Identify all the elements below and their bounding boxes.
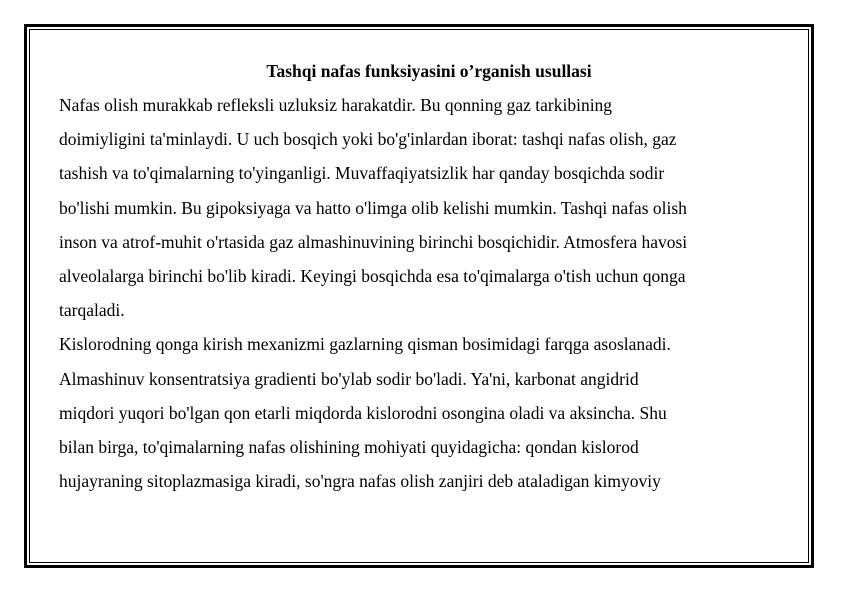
text-line: alveolalarga birinchi bo'lib kiradi. Keyingi bosqichda esa to'qimalarga o'tish uchun qonga bbox=[59, 266, 686, 287]
paragraph-1 bbox=[59, 88, 799, 327]
text-line: Almashinuv konsentratsiya gradienti bo'ylab sodir bo'ladi. Ya'ni, karbonat angidrid bbox=[59, 368, 639, 389]
text-line: Nafas olish murakkab refleksli uzluksiz harakatdir. Bu qonning gaz tarkibining bbox=[59, 95, 613, 115]
document-body bbox=[59, 60, 799, 498]
document-title: Tashqi nafas funksiyasini o’rganish usullasi bbox=[266, 61, 592, 81]
text-line: bo'lishi mumkin. Bu gipoksiyaga va hatto o'limga olib kelishi mumkin. Tashqi nafas olish bbox=[59, 197, 687, 218]
text-line: inson va atrof-muhit o'rtasida gaz almashinuvining birinchi bosqichidir. Atmosfera havosi bbox=[59, 231, 688, 252]
page-border bbox=[24, 24, 814, 568]
text-line: doimiyligini ta'minlaydi. U uch bosqich yoki bo'g'inlardan iborat: tashqi nafas olish, gaz bbox=[59, 129, 677, 150]
text-line: Kislorodning qonga kirish mexanizmi gazlarning qisman bosimidagi farqga asoslanadi. bbox=[59, 334, 671, 355]
text-line: tashish va to'qimalarning to'yinganligi. Muvaffaqiyatsizlik har qanday bosqichda sodir bbox=[59, 163, 665, 184]
text-line: bilan birga, to'qimalarning nafas olishining mohiyati quyidagicha: qondan kislorod bbox=[59, 437, 639, 458]
paragraph-2 bbox=[59, 327, 799, 498]
text-line: tarqaladi. bbox=[59, 300, 125, 321]
text-line: miqdori yuqori bo'lgan qon etarli miqdorda kislorodni osongina oladi va aksincha. Shu bbox=[59, 402, 667, 423]
text-line: hujayraning sitoplazmasiga kiradi, so'ngra nafas olish zanjiri deb ataladigan kimyoviy bbox=[59, 471, 661, 492]
